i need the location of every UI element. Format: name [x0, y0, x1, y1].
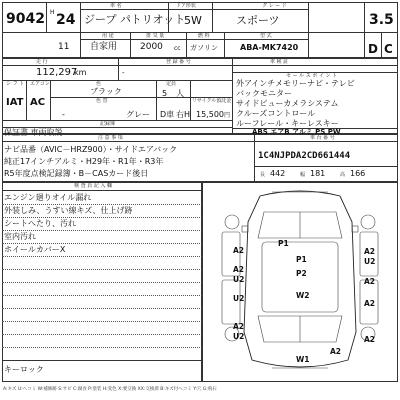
handle: 右H [176, 110, 191, 119]
recycle-fee: 15,500 [196, 110, 224, 119]
label-chassis: 車 台 番 号 [310, 135, 335, 141]
label-length: 長 [260, 172, 266, 178]
label-grade: グ レ ー ド [262, 3, 287, 9]
label-ac: エアコン [30, 81, 50, 87]
damage-code: A2 [364, 299, 376, 308]
overall-score: 3.5 [369, 12, 394, 28]
label-width: 幅 [300, 172, 306, 178]
dealer-note-2: 純正17インチアルミ・H29年・R1年・R3年 [4, 157, 164, 166]
selling-point-3: サイドビューカメラシステム [236, 99, 339, 108]
damage-code: W1 [296, 355, 310, 364]
shift: IAT [6, 97, 24, 108]
label-height: 高 [340, 172, 346, 178]
mileage: 112,297 [36, 67, 78, 78]
footer-legend: A:キズ U:ヘコミ W:補修跡 S:サビ C:腐食 P:塗装 H:変色 X:要交換 XX:交換済 B:キズ付ヘコミ Y:穴 G:飛石 [3, 387, 217, 392]
record: 保証書 車両取説 [4, 128, 63, 137]
model-name: ジープ パトリオット [84, 13, 186, 26]
label-registered: 登 録 番 号 [166, 59, 191, 65]
dash: - [62, 110, 65, 119]
reg-year: 24 [56, 12, 76, 28]
selling-point-1: 外アインチメモリーナビ・テレビ [236, 79, 355, 88]
damage-code: A2 [233, 246, 245, 255]
remarks: キーロック [4, 365, 44, 374]
color: ブラック [90, 87, 122, 96]
damage-code: U2 [233, 275, 245, 284]
label-model: 車 名 [110, 3, 122, 9]
era-mark: H [50, 9, 55, 16]
label-inspection: 車 検 証 [270, 59, 289, 65]
ac: AC [30, 97, 46, 108]
inspector-note-5: ホイールカバーX [4, 245, 66, 254]
damage-code: A2 [330, 347, 342, 356]
label-recycle: リサイクル預託金 [192, 98, 232, 104]
damage-code: P1 [296, 255, 307, 264]
label-model-type: 型 式 [260, 33, 272, 39]
label-shift: シ フ ト [6, 81, 25, 87]
label-mileage: 走 行 [36, 59, 48, 65]
inspector-note-4: 室内汚れ [4, 232, 36, 241]
label-dealer-notes: 注 意 事 項 [98, 135, 123, 141]
label-capacity: 定員 [166, 81, 177, 87]
mileage-unit: km [74, 68, 87, 77]
reg-month: 11 [58, 42, 70, 52]
damage-code: P2 [296, 269, 307, 278]
height: 166 [350, 169, 366, 178]
exterior-score: C [384, 42, 393, 56]
interior-score: D [368, 42, 378, 56]
recycle-unit: 円 [224, 112, 231, 119]
dealer-note-3: R5年度点検記録簿・B－CASカード後日 [4, 169, 149, 178]
inspector-note-3: シートへたり、汚れ [4, 219, 76, 228]
damage-code: A2 [233, 322, 245, 331]
equipment: ABS エアB アルミ PS PW [252, 128, 341, 136]
damage-code: A2 [364, 247, 376, 256]
damage-code: U2 [233, 332, 245, 341]
selling-point-2: バックモニター [236, 89, 292, 98]
length: 442 [270, 169, 286, 178]
inspection-dash: - [122, 69, 125, 77]
model-code: ABA-MK7420 [240, 43, 299, 52]
inspector-note-2: 外装しみ、うすい線キズ、仕上げ跡 [4, 206, 133, 215]
damage-code: P1 [278, 239, 289, 248]
door-mark: D車 [160, 110, 175, 119]
damage-code: U2 [364, 257, 376, 266]
selling-point-5: ルーフレール・キーレスキー [236, 119, 339, 128]
label-color: 色 [96, 81, 102, 87]
damage-code: U2 [233, 294, 245, 303]
damage-code: W2 [296, 291, 310, 300]
chassis-number: 1C4NJPDA2CD661444 [258, 151, 351, 161]
damage-code: A2 [364, 277, 376, 286]
damage-code: A2 [364, 335, 376, 344]
width: 181 [310, 169, 326, 178]
displacement-unit: cc [174, 45, 181, 52]
label-usage: 用 途 [102, 33, 114, 39]
fuel: ガソリン [190, 44, 218, 52]
usage: 自家用 [90, 42, 118, 52]
grade: スポーツ [236, 14, 280, 27]
seats-num: 5 [162, 89, 168, 98]
color-change: グレー [126, 110, 150, 119]
door-type: 5W [184, 14, 202, 27]
damage-code: A2 [233, 265, 245, 274]
label-fuel: 燃 料 [198, 33, 210, 39]
label-inspector-notes: 検 査 員 記 入 欄 [74, 183, 112, 189]
seats-unit: 人 [176, 89, 184, 98]
selling-point-4: クルーズコントロール [236, 109, 316, 118]
label-selling-points: セ ー ル ス ポ イ ン ト [286, 73, 338, 79]
displacement: 2000 [140, 42, 163, 52]
dealer-note-1: ナビ品番（AVIC－HRZ900）・サイドエアバック [4, 145, 178, 154]
lot-number: 9042 [6, 11, 45, 27]
label-door: ドア形状 [176, 3, 196, 9]
label-color-change: 色 替 [96, 98, 108, 104]
inspector-note-1: エンジン廻りオイル漏れ [4, 193, 92, 202]
label-record: 記録簿 [100, 121, 116, 127]
label-displacement: 排 気 量 [146, 33, 165, 39]
